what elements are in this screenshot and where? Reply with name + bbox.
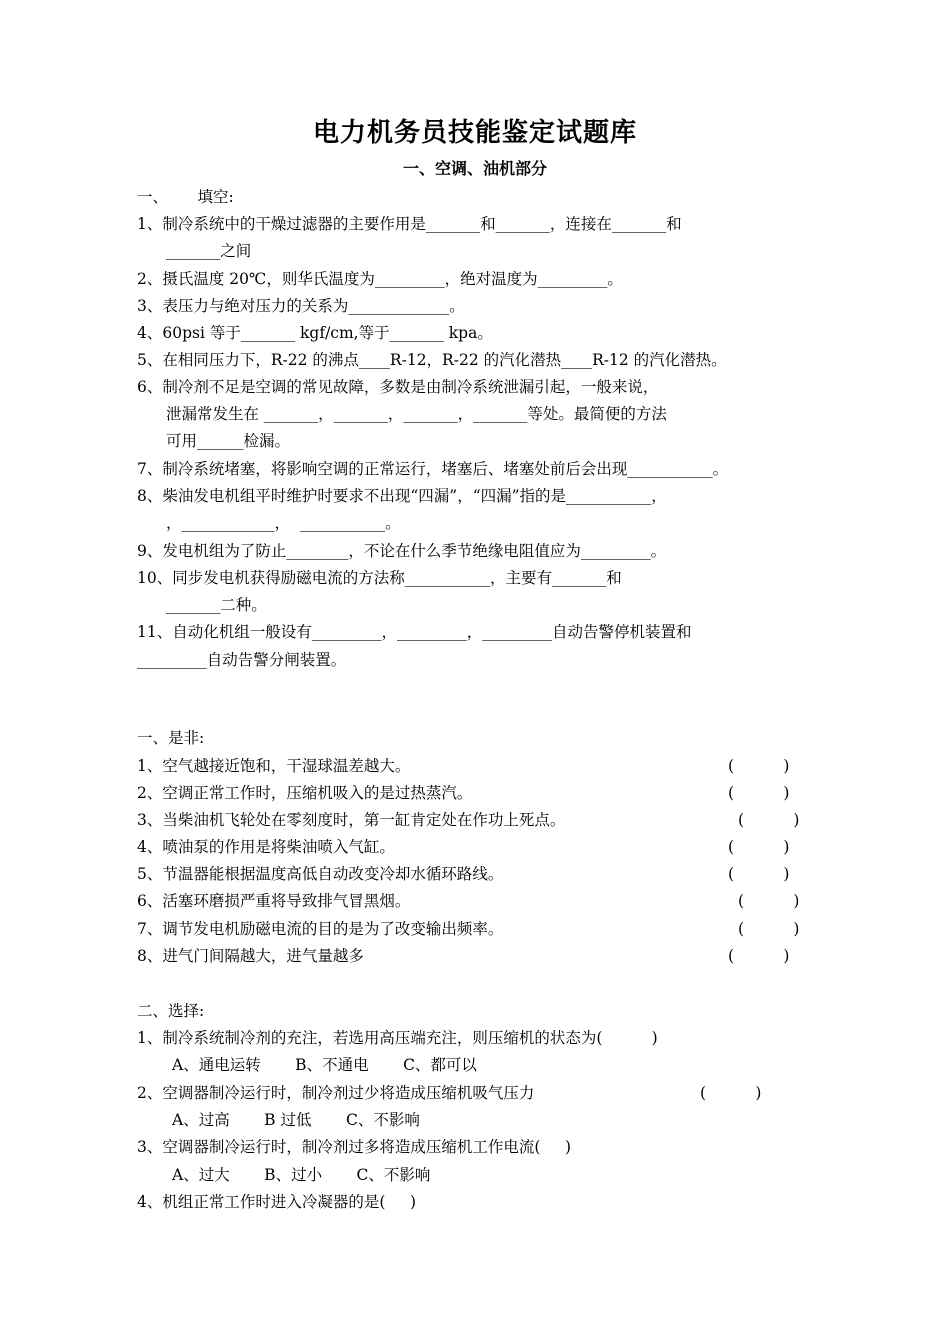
choice-options: A、过大 B、过小 C、不影响 xyxy=(172,1166,431,1184)
choice-question: 2、空调器制冷运行时，制冷剂过少将造成压缩机吸气压力 xyxy=(137,1084,535,1102)
true-false-heading: 一、是非: xyxy=(137,729,205,747)
answer-parentheses: ( ) xyxy=(728,784,790,802)
choice-question: 1、制冷系统制冷剂的充注，若选用高压端充注，则压缩机的状态为( ) xyxy=(137,1029,658,1047)
fill-in-line: 5、在相同压力下，R-22 的沸点____R-12，R-22 的汽化潜热____R-12 的汽化潜热。 xyxy=(137,351,727,369)
fill-in-line: 9、发电机组为了防止________，不论在什么季节绝缘电阻值应为_________。 xyxy=(137,542,667,560)
true-false-item: 2、空调正常工作时，压缩机吸入的是过热蒸汽。 xyxy=(137,784,473,802)
answer-parentheses: ( ) xyxy=(728,947,790,965)
true-false-item: 6、活塞环磨损严重将导致排气冒黑烟。 xyxy=(137,892,411,910)
answer-parentheses: ( ) xyxy=(738,811,800,829)
choice-options: A、通电运转 B、不通电 C、都可以 xyxy=(172,1056,477,1074)
fill-in-line: 可用______检漏。 xyxy=(166,432,291,450)
fill-in-line: 2、摄氏温度 20℃，则华氏温度为_________，绝对温度为_________。 xyxy=(137,270,623,288)
answer-parentheses: ( ) xyxy=(728,865,790,883)
answer-parentheses: ( ) xyxy=(728,757,790,775)
true-false-item: 1、空气越接近饱和，干湿球温差越大。 xyxy=(137,757,411,775)
true-false-item: 8、进气门间隔越大，进气量越多 xyxy=(137,947,364,965)
fill-in-line: 4、60psi 等于_______ kgf/cm,等于_______ kpa。 xyxy=(137,324,493,342)
answer-parentheses: ( ) xyxy=(738,892,800,910)
choice-heading: 二、选择: xyxy=(137,1002,205,1020)
fill-in-line: 11、自动化机组一般设有_________，_________，_________自动告警停机装置和 xyxy=(137,623,692,641)
fill-in-line: ，____________， ___________。 xyxy=(166,514,401,532)
true-false-item: 7、调节发电机励磁电流的目的是为了改变输出频率。 xyxy=(137,920,504,938)
true-false-item: 4、喷油泵的作用是将柴油喷入气缸。 xyxy=(137,838,395,856)
page-title: 电力机务员技能鉴定试题库 xyxy=(312,118,637,148)
fill-in-line: 7、制冷系统堵塞，将影响空调的正常运行，堵塞后、堵塞处前后会出现___________。 xyxy=(137,460,729,478)
fill-in-line: 泄漏常发生在 _______，_______，_______，_______等处。最简便的方法 xyxy=(166,405,667,423)
true-false-item: 5、节温器能根据温度高低自动改变冷却水循环路线。 xyxy=(137,865,504,883)
fill-in-line: _________自动告警分闸装置。 xyxy=(137,651,347,669)
fill-in-heading: 一、 填空: xyxy=(137,188,234,206)
fill-in-line: _______二种。 xyxy=(166,596,267,614)
answer-parentheses: ( ) xyxy=(728,838,790,856)
choice-options: A、过高 B 过低 C、不影响 xyxy=(172,1111,420,1129)
true-false-item: 3、当柴油机飞轮处在零刻度时，第一缸肯定处在作功上死点。 xyxy=(137,811,566,829)
choice-question: 4、机组正常工作时进入冷凝器的是( ) xyxy=(137,1193,417,1211)
fill-in-line: 1、制冷系统中的干燥过滤器的主要作用是_______和_______，连接在_______和 xyxy=(137,215,682,233)
fill-in-line: 3、表压力与绝对压力的关系为_____________。 xyxy=(137,297,465,315)
answer-parentheses: ( ) xyxy=(738,920,800,938)
fill-in-line: 6、制冷剂不足是空调的常见故障，多数是由制冷系统泄漏引起，一般来说， xyxy=(137,378,659,396)
fill-in-line: _______之间 xyxy=(166,242,252,260)
fill-in-line: 10、同步发电机获得励磁电流的方法称___________，主要有_______和 xyxy=(137,569,622,587)
fill-in-line: 8、柴油发电机组平时维护时要求不出现“四漏”，“四漏”指的是___________， xyxy=(137,487,667,505)
answer-parentheses: ( ) xyxy=(700,1084,762,1102)
page-subtitle: 一、空调、油机部分 xyxy=(402,159,547,178)
choice-question: 3、空调器制冷运行时，制冷剂过多将造成压缩机工作电流( ) xyxy=(137,1138,572,1156)
